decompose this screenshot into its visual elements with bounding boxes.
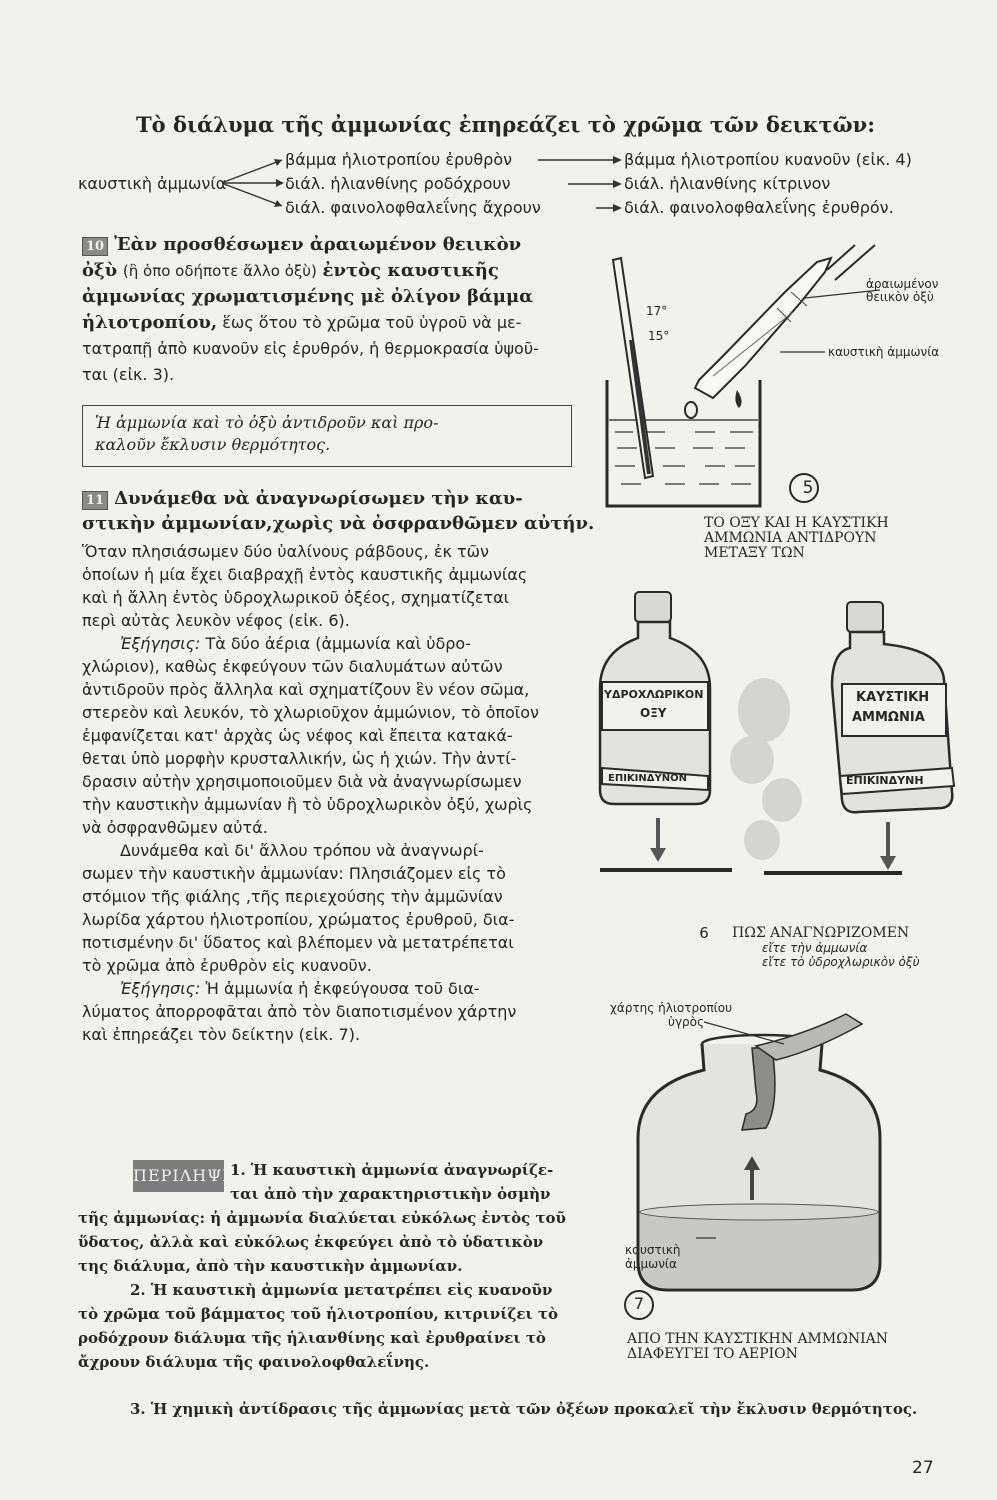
section-11-title-1: Δυνάμεθα νὰ ἀναγνωρίσωμεν τὴν καυ- [114, 488, 523, 509]
section-11-title-2: στικὴν ἀμμωνίαν,χωρὶς νὰ ὀσφρανθῶμεν αὐτήν. [82, 513, 595, 534]
section-10-l2c: ἐντὸς καυστικῆς [322, 260, 499, 281]
summary-badge: ΠΕΡΙΛΗΨΙΣ [133, 1160, 224, 1192]
s11-p1-0: Ὅταν πλησιάσωμεν δύο ὑαλίνους ράβδους, ἐκ τῶν [82, 542, 489, 561]
summary-item-3: 3. Ἡ χημικὴ ἀντίδρασις τῆς ἀμμωνίας μετὰ τῶν ὀξέων προκαλεῖ τὴν ἔκλυσιν θερμότητος. [130, 1400, 918, 1418]
s11-p1-2: καὶ ἡ ἄλλη ἐντὸς ὑδροχλωρικοῦ ὀξέος, σχηματίζεται [82, 588, 510, 607]
fig7-label-paper-2: ὑγρὸς [668, 1015, 705, 1029]
indicator-source: καυστικὴ ἀμμωνία [78, 174, 227, 193]
s11-p2-1: σωμεν τὴν καυστικὴν ἀμμωνίαν: Πλησιάζομεν εἰς τὸ [82, 864, 506, 883]
s11-exp1-first: Τὰ δύο ἀέρια (ἀμμωνία καὶ ὑδρο- [205, 634, 471, 653]
s11-p2-5: τὸ χρῶμα ἀπὸ ἐρυθρὸν εἰς κυανοῦν. [82, 956, 372, 975]
section-11-body [82, 540, 587, 1046]
section-number-10: 10 [82, 237, 108, 256]
fig5-label-ammonia: καυστικὴ ἀμμωνία [828, 345, 940, 359]
indicator-to-3: διάλ. φαινολοφθαλεΐνης ἐρυθρόν. [624, 198, 894, 217]
fig7-caption-2: ΔΙΑΦΕΥΓΕΙ ΤΟ ΑΕΡΙΟΝ [627, 1346, 798, 1362]
section-10-l2a: ὀξὺ [82, 260, 118, 281]
section-number-11: 11 [82, 491, 108, 510]
fig5-label-acid-1: ἀραιωμένον [866, 277, 939, 291]
fig6-bottle-left-warn: ΕΠΙΚΙΝΔΥΝΟΝ [608, 773, 687, 784]
note-line-2: καλοῦν ἔκλυσιν θερμότητος. [95, 435, 331, 454]
s11-p1-3: περὶ αὐτὰς λευκὸν νέφος (εἰκ. 6). [82, 611, 350, 630]
fig5-temp-1: 17° [646, 304, 668, 318]
summary-item-1-r1: ὕδατος, ἀλλὰ καὶ εὐκόλως ἐκφεύγει ἀπὸ τὸ ὑδατικὸν [78, 1233, 544, 1251]
indicator-to-2: διάλ. ἡλιανθίνης κίτρινον [624, 174, 831, 193]
indicator-from-2: διάλ. ἡλιανθίνης ροδόχρουν [285, 174, 511, 193]
s11-exp1-4: θεται ὑπὸ μορφὴν κρυσταλλικήν, ὡς ἡ χιών. Τὴν ἀντί- [82, 749, 517, 768]
fig7-caption-1: ΑΠΟ ΤΗΝ ΚΑΥΣΤΙΚΗΝ ΑΜΜΩΝΙΑΝ [627, 1331, 888, 1347]
s11-exp1-7: νὰ ὀσφρανθῶμεν αὐτά. [82, 818, 268, 837]
page-heading: Τὸ διάλυμα τῆς ἀμμωνίας ἐπηρεάζει τὸ χρῶμα τῶν δεικτῶν: [136, 112, 875, 137]
summary-item-2-2: ροδόχρουν διάλυμα τῆς ἡλιανθίνης καὶ ἐρυθραίνει τὸ [78, 1329, 546, 1347]
section-10-l4-bold: ἡλιοτροπίου, [82, 312, 218, 333]
note-line-1: Ἡ ἀμμωνία καὶ τὸ ὀξὺ ἀντιδροῦν καὶ προ- [95, 413, 439, 432]
s11-exp2-label: Ἐξήγησις: [120, 979, 201, 998]
s11-exp1-6: τὴν καυστικὴν ἀμμωνίαν ἢ τὸ ὑδροχλωρικὸν ὀξύ, χωρὶς [82, 795, 533, 814]
figure-7-illustration [616, 1000, 886, 1320]
fig5-label-acid-2: θειικὸν ὀξὺ [866, 290, 934, 304]
s11-p2-3: λωρίδα χάρτου ἡλιοτροπίου, χρώματος ἐρυθροῦ, δια- [82, 910, 515, 929]
s11-p1-1: ὁποίων ἡ μία ἔχει διαβραχῇ ἐντὸς καυστικῆς ἀμμωνίας [82, 565, 528, 584]
fig6-bottle-right-2: ΑΜΜΩΝΙΑ [852, 710, 925, 725]
figure-5-illustration [595, 240, 885, 515]
fig6-bottle-right-1: ΚΑΥΣΤΙΚΗ [856, 690, 930, 705]
fig7-label-paper-1: χάρτης ἡλιοτροπίου [610, 1001, 733, 1015]
indicator-from-1: βάμμα ἡλιοτροπίου ἐρυθρὸν [285, 150, 513, 169]
s11-exp2-1: καὶ ἐπηρεάζει τὸν δείκτην (εἰκ. 7). [82, 1025, 361, 1044]
fig5-caption-2: ΑΜΜΩΝΙΑ ΑΝΤΙΔΡΟΥΝ [704, 530, 877, 546]
fig7-number: 7 [633, 1294, 645, 1313]
fig5-number: 5 [802, 478, 814, 498]
fig6-bottle-right-warn: ΕΠΙΚΙΝΔΥΝΗ [846, 774, 924, 787]
section-10-lead: Ἐὰν προσθέσωμεν ἀραιωμένον θειικὸν [114, 234, 522, 255]
s11-exp1-2: στερεὸν καὶ λευκόν, τὸ χλωριοῦχον ἀμμώνιον, τὸ ὁποῖον [82, 703, 539, 722]
s11-exp2-first: Ἡ ἀμμωνία ἡ ἐκφεύγουσα τοῦ δια- [205, 979, 480, 998]
fig6-caption-2: εἴτε τὴν ἀμμωνία [762, 941, 868, 955]
note-box [82, 405, 572, 467]
summary-item-2-1: τὸ χρῶμα τοῦ βάμματος τοῦ ἡλιοτροπίου, κιτρινίζει τὸ [78, 1305, 559, 1323]
fig7-label-ammonia-1: καυστικὴ [625, 1243, 681, 1257]
indicator-to-1: βάμμα ἡλιοτροπίου κυανοῦν (εἰκ. 4) [624, 150, 912, 169]
section-10-l3: ἀμμωνίας χρωματισμένης μὲ ὀλίγον βάμμα [82, 286, 533, 307]
s11-exp1-1: ἀντιδροῦν πρὸς ἄλληλα καὶ σχηματίζουν ἓν νέον σῶμα, [82, 680, 530, 699]
branch-arrows [222, 150, 292, 220]
summary-item-1-r2: της διάλυμα, ἀπὸ τὴν καυστικὴν ἀμμωνίαν. [78, 1257, 463, 1275]
section-10-l2b: (ἢ ὁπο οδήποτε ἄλλο ὀξὺ) [122, 262, 317, 280]
indicator-from-3: διάλ. φαινολοφθαλεΐνης ἄχρουν [285, 198, 541, 217]
fig6-caption-3: εἴτε τὸ ὑδροχλωρικὸν ὀξὺ [762, 955, 920, 969]
section-10-l6: ται (εἰκ. 3). [82, 365, 175, 384]
fig6-bottle-left-2: ΟΞΥ [640, 706, 667, 720]
s11-p2-0: Δυνάμεθα καὶ δι' ἄλλου τρόπου νὰ ἀναγνωρί- [120, 841, 484, 860]
fig6-caption-1: ΠΩΣ ΑΝΑΓΝΩΡΙΖΟΜΕΝ [732, 925, 910, 941]
s11-exp2-0: λύματος ἀπορροφᾶται ἀπὸ τὸν διαποτισμένον χάρτην [82, 1002, 517, 1021]
section-10 [82, 232, 582, 388]
summary-item-1b: ται ἀπὸ τὴν χαρακτηριστικὴν ὀσμὴν [230, 1185, 551, 1203]
section-10-l5: τατραπῇ ἀπὸ κυανοῦν εἰς ἐρυθρόν, ἡ θερμοκρασία ὑψοῦ- [82, 339, 539, 358]
fig5-temp-2: 15° [648, 329, 670, 343]
section-10-l4-rest: ἕως ὅτου τὸ χρῶμα τοῦ ὑγροῦ νὰ με- [222, 313, 522, 332]
s11-p2-2: στόμιον τῆς φιάλης ,τῆς περιεχούσης τὴν ἀμμῶνίαν [82, 887, 503, 906]
summary-item-2-0: 2. Ἡ καυστικὴ ἀμμωνία μετατρέπει εἰς κυανοῦν [130, 1281, 553, 1299]
summary-item-1-head [230, 1158, 553, 1206]
fig7-label-ammonia-2: ἀμμωνία [625, 1257, 677, 1271]
summary-item-2-3: ἄχρουν διάλυμα τῆς φαινολοφθαλεΐνης. [78, 1353, 430, 1371]
fig5-caption-3: ΜΕΤΑΞΥ ΤΩΝ [704, 545, 805, 561]
fig5-caption-1: ΤΟ ΟΞΥ ΚΑΙ Η ΚΑΥΣΤΙΚΗ [704, 515, 889, 531]
result-arrows [530, 150, 625, 222]
s11-p2-4: ποτισμένην δι' ὕδατος καὶ βλέπομεν νὰ μετατρέπεται [82, 933, 514, 952]
summary-item-1-r0: τῆς ἀμμωνίας: ἡ ἀμμωνία διαλύεται εὐκόλως ἐντὸς τοῦ [78, 1209, 566, 1227]
summary-item-1-rest [78, 1206, 566, 1374]
s11-exp1-0: χλώριον), καθὼς ἐκφεύγουν τῶν διαλυμάτων αὐτῶν [82, 657, 503, 676]
fig6-bottle-left-1: ΥΔΡΟΧΛΩΡΙΚΟΝ [604, 688, 704, 701]
fig6-number: 6 [699, 924, 709, 942]
s11-exp1-5: δρασιν αὐτὴν χρησιμοποιοῦμεν διὰ νὰ ἀναγνωρίσωμεν [82, 772, 522, 791]
figure-6-illustration [592, 590, 962, 900]
section-11 [82, 486, 595, 536]
summary-item-1a: 1. Ἡ καυστικὴ ἀμμωνία ἀναγνωρίζε- [230, 1161, 554, 1179]
page-number: 27 [912, 1458, 934, 1478]
s11-exp1-3: ἐμφανίζεται κατ' ἀρχὰς ὡς νέφος καὶ ἔπειτα κατακά- [82, 726, 513, 745]
s11-exp1-label: Ἐξήγησις: [120, 634, 201, 653]
